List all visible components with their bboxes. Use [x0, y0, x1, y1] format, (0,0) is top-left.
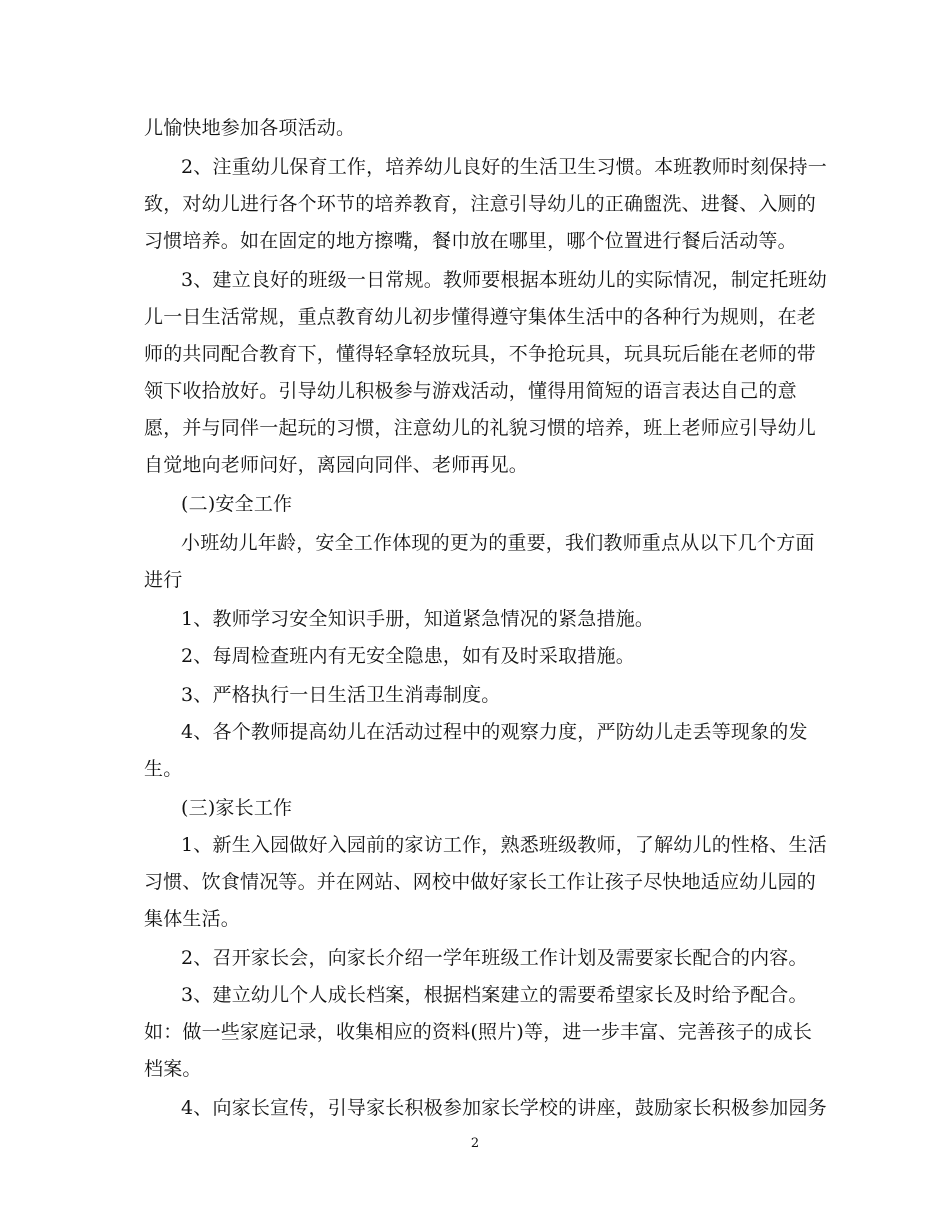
text-line: 小班幼儿年龄，安全工作体现的更为的重要，我们教师重点从以下几个方面: [181, 532, 815, 554]
list-item: 2、召开家长会，向家长介绍一学年班级工作计划及需要家长配合的内容。: [181, 947, 808, 969]
text-line: 进行: [144, 569, 183, 591]
text-line: 生。: [144, 758, 183, 780]
text-line: 习惯培养。如在固定的地方擦嘴，餐巾放在哪里，哪个位置进行餐后活动等。: [144, 230, 797, 252]
text-line: 儿愉快地参加各项活动。: [144, 117, 356, 139]
text-line: 愿，并与同伴一起玩的习惯，注意幼儿的礼貌习惯的培养，班上老师应引导幼儿: [144, 417, 817, 439]
text-line: 集体生活。: [144, 908, 241, 930]
list-item: 3、严格执行一日生活卫生消毒制度。: [181, 684, 501, 706]
list-item: 3、建立幼儿个人成长档案，根据档案建立的需要希望家长及时给予配合。: [181, 984, 808, 1006]
text-line: 习惯、饮食情况等。并在网站、网校中做好家长工作让孩子尽快地适应幼儿园的: [144, 871, 817, 893]
text-line: 儿一日生活常规，重点教育幼儿初步懂得遵守集体生活中的各种行为规则，在老: [144, 306, 817, 328]
section-heading: (三)家长工作: [181, 797, 293, 819]
text-line: 如：做一些家庭记录，收集相应的资料(照片)等，进一步丰富、完善孩子的成长: [144, 1021, 813, 1043]
text-line: 师的共同配合教育下，懂得轻拿轻放玩具，不争抢玩具，玩具玩后能在老师的带: [144, 343, 817, 365]
text-line: 档案。: [144, 1058, 202, 1080]
list-item: 2、每周检查班内有无安全隐患，如有及时采取措施。: [181, 645, 635, 667]
text-line: 领下收拾放好。引导幼儿积极参与游戏活动，懂得用简短的语言表达自己的意: [144, 380, 797, 402]
list-item: 1、新生入园做好入园前的家访工作，熟悉班级教师，了解幼儿的性格、生活: [181, 834, 827, 856]
text-line: 3、建立良好的班级一日常规。教师要根据本班幼儿的实际情况，制定托班幼: [181, 269, 827, 291]
list-item: 4、各个教师提高幼儿在活动过程中的观察力度，严防幼儿走丢等现象的发: [181, 721, 808, 743]
list-item: 4、向家长宣传，引导家长积极参加家长学校的讲座，鼓励家长积极参加园务: [181, 1097, 827, 1119]
page-number: 2: [470, 1136, 480, 1151]
section-heading: (二)安全工作: [181, 493, 293, 515]
text-line: 2、注重幼儿保育工作，培养幼儿良好的生活卫生习惯。本班教师时刻保持一: [181, 156, 827, 178]
text-line: 致，对幼儿进行各个环节的培养教育，注意引导幼儿的正确盥洗、进餐、入厕的: [144, 193, 817, 215]
list-item: 1、教师学习安全知识手册，知道紧急情况的紧急措施。: [181, 608, 655, 630]
text-line: 自觉地向老师问好，离园向同伴、老师再见。: [144, 454, 529, 476]
